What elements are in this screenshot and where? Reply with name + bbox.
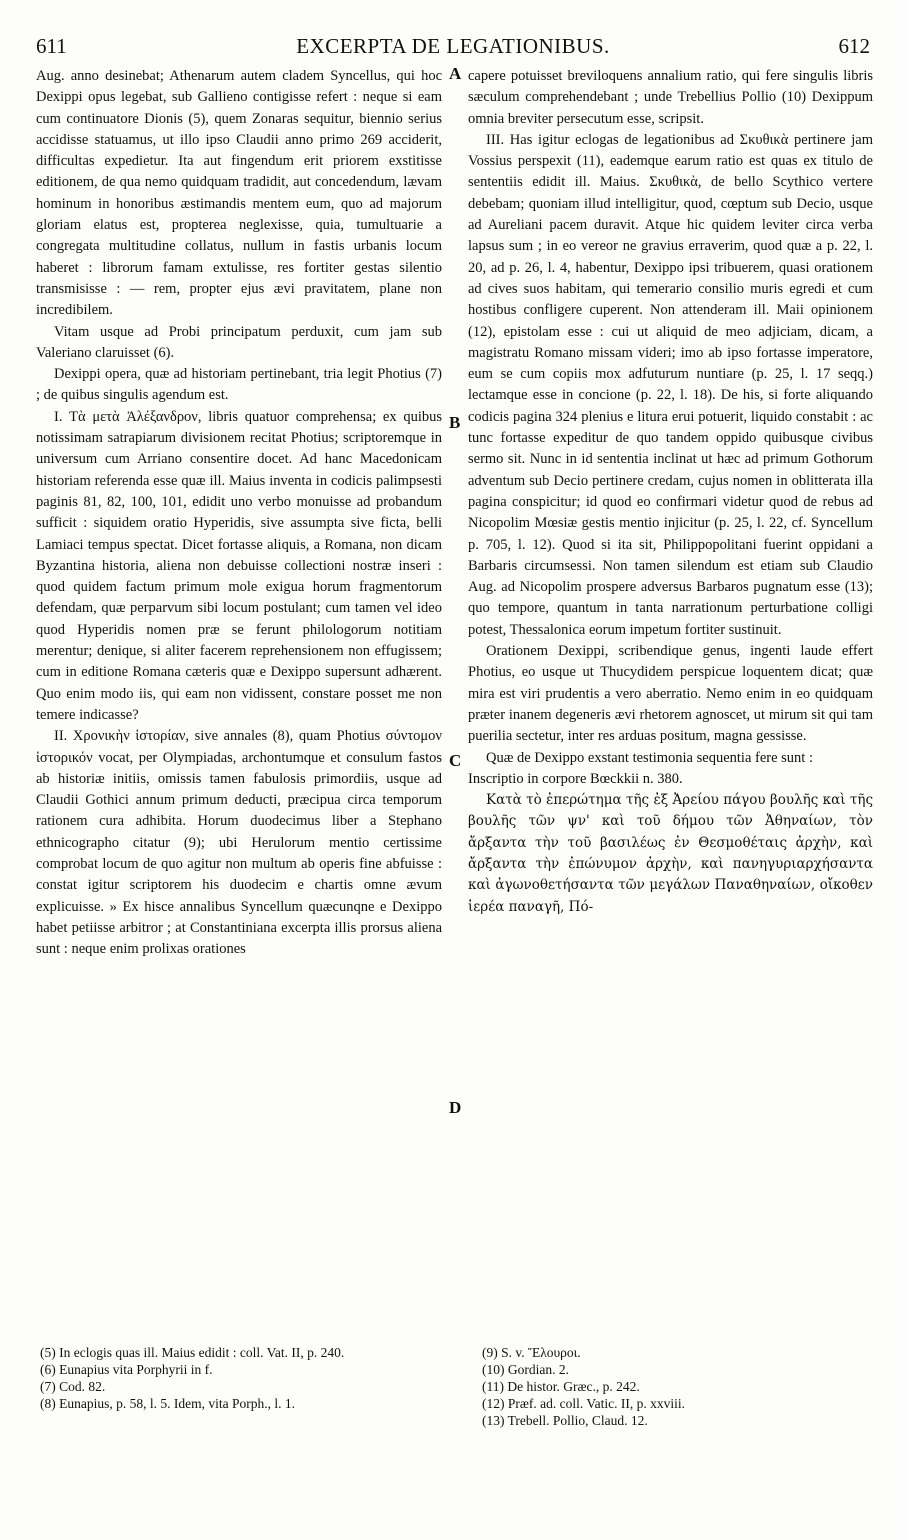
footnote: (8) Eunapius, p. 58, l. 5. Idem, vita Porph., l. 1. xyxy=(40,1396,295,1411)
page-number-right: 612 xyxy=(838,34,870,58)
paragraph: capere potuisset breviloquens annalium ratio, qui fere singulis libris sæculum comprehendebant ; unde Trebellius Pollio (10) Dexippum omnia breviter persecutum esse, scripsit. xyxy=(468,68,873,127)
page-number-left: 611 xyxy=(36,34,67,58)
paragraph: Aug. anno desinebat; Athenarum autem cladem Syncellus, qui hoc Dexippi opus legebat, sub Gallieno contigisse refert : neque si eam cum continuatore Dionis (5), quem Zonaras sequitur, biennio serius accidisse statuamus, ut illo ipso Claudii anno primo 269 acciderit, difficultas expedietur. Ita aut fingendum erit priorem exstitisse editionem, de qua nemo quidquam tradidit, aut concedendum, lævam hominum in honoribus æstimandis mentem eum, quo ad majorum gloriam elatus est, propterea neglexisse, quia, tumultuarie a congregata multitudine collatus, nullum in fastis urbanis locum haberet : librorum famam extulisse, res fortiter gestas silentio transmisisse : — rem, propter ejus ævi pravitatem, plane non incredibilem. xyxy=(36,68,442,319)
footnotes-left xyxy=(40,1344,440,1412)
footnote: (11) De histor. Græc., p. 242. xyxy=(482,1379,640,1394)
margin-letter-a: A xyxy=(449,64,462,83)
footnote: (5) In eclogis quas ill. Maius edidit : coll. Vat. II, p. 240. xyxy=(40,1345,345,1360)
right-column xyxy=(468,66,873,918)
footnote: (10) Gordian. 2. xyxy=(482,1362,569,1377)
paragraph: Κατὰ τὸ ἐπερώτημα τῆς ἐξ Ἀρείου πάγου βουλῆς καὶ τῆς βουλῆς τῶν ψν' καὶ τοῦ δήμου τῶν Ἀθηναίων, τὸν ἄρξαντα τὴν τοῦ βασιλέως ἐν Θεσμοθέταις ἀρχὴν, καὶ ἄρξαντα τὴν ἐπώνυμον ἀρχὴν, καὶ πανηγυριαρχήσαντα καὶ ἀγωνοθετήσαντα τῶν μεγάλων Παναθηναίων, οἴκοθεν ἱερέα παναγῆ, Πό- xyxy=(468,792,873,915)
paragraph: Orationem Dexippi, scribendique genus, ingenti laude effert Photius, eo usque ut Thucydidem perspicue loquentem dicat; quæ mira est viri prudentis a vero aberratio. Nemo enim in eo quidquam præter inanem degeneris ævi rhetorem agnoscet, ut mirum sit qui tam puerilia sectetur, inter res arduas positum, magna gessisse. xyxy=(468,643,873,745)
paragraph: II. Χρονικὴν ἱστορίαν, sive annales (8), quam Photius σύντομον ἱστορικόν vocat, per Olympiadas, archontumque et consulum fastos ab historiæ initiis, omissis tamen fabulosis primordiis, usque ad Claudii Gothici annum primum deducti, præcipua circa temporum rationem cura adhibita. Horum duodecimus liber a Stephano ethnicographo citatur (9); ubi Herulorum mentio certissime comprobat locum de quo agitur non multum ab operis fine abfuisse : constat igitur scriptorem his duodecim e chartis omne ævum explicuisse. » Ex hisce annalibus Syncellum quæcunqne e Dexippo habet petiisse arbitror ; at Constantiniana excerpta illis prorsus aliena sunt : neque enim prolixas orationes xyxy=(36,728,442,958)
footnote: (12) Præf. ad. coll. Vatic. II, p. xxviii. xyxy=(482,1396,685,1411)
left-column xyxy=(36,66,442,960)
footnote: (6) Eunapius vita Porphyrii in f. xyxy=(40,1362,213,1377)
margin-letter-c: C xyxy=(449,751,462,770)
footnotes-right xyxy=(482,1344,872,1429)
paragraph: III. Has igitur eclogas de legationibus ad Σκυθικὰ pertinere jam Vossius perspexit (11), eademque earum ratio est quas ex titulo de sententiis edidit ill. Maius. Σκυθικὰ, de bello Scythico vertere debebam; quoniam illud intelligitur, quod, cœptum sub Decio, usque ad Aureliani pacem duravit. Atque hic quidem leviter circa verba lapsus sum ; in eo vereor ne gravius erraverim, quod quæ a p. 22, l. 20, ad p. 26, l. 4, habentur, Dexippo ipsi tribuerem, quasi orationem ad cives suos habitam, qui temerario consilio muris egredi et cum hostibus confligere cuperent. Non attenderam ill. Maii opinionem (12), epistolam esse : cui ut aliquid de meo adjiciam, dicam, a magistratu Romano missam videri; imo ab ipso fortasse imperatore, eum se cum copiis mox adfuturum nuntiare (p. 25, l. 17 seqq.) lectamque esse in concione (p. 22, l. 18). De his, si forte aliquando codicis pagina 324 plenius e litura erui potuerit, liquido constabit : ac tunc fortasse expeditur de quo tandem oppido quibusque civibus sermo sit. Nunc in id sententia inclinat ut hæc ad primum Gothorum adventum sub Decio pertinere credam, cujus nomen in oblitterata illa pagina conspicitur; id quod eo confirmari videtur quod de rebus ad Nicopolim Mœsiæ gestis mentio injicitur (p. 25, l. 22, cf. Syncellum p. 705, l. 12). Quod si ita sit, Philippopolitani fuerint oppidani a Barbaris circumsessi. Non tamen silendum est etiam sub Claudio Aug. ad Nicopolim prospere adversus Barbaros pugnatum esse (13); quo tempore, quantum in tanta narrationum perturbatione colligi potest, Thessalonica eorum impetum fortiter sustinuit. xyxy=(468,131,873,638)
footnote: (9) S. v. Ἔλουροι. xyxy=(482,1345,581,1360)
margin-letter-b: B xyxy=(449,413,461,432)
page-header xyxy=(36,34,870,64)
footnote: (13) Trebell. Pollio, Claud. 12. xyxy=(482,1413,648,1428)
paragraph: Dexippi opera, quæ ad historiam pertinebant, tria legit Photius (7) ; de quibus singulis agendum est. xyxy=(36,366,442,404)
running-title: EXCERPTA DE LEGATIONIBUS. xyxy=(296,34,610,58)
footnote: (7) Cod. 82. xyxy=(40,1379,106,1394)
paragraph: I. Τὰ μετὰ Ἀλέξανδρον, libris quatuor comprehensa; ex quibus notissimam satrapiarum divisionem recitat Photius; scriptoremque in universum cum Arriano consentire docet. Ad hanc Macedonicam historiam referenda esse quæ ill. Maius inventa in codicis palimpsesti paginis 81, 82, 100, 101, edidit uno verbo monuisse ad probandum sufficit : siquidem oratio Hyperidis, sive assumpta sive ficta, belli Lamiaci tempus spectat. Dicet fortasse aliquis, a Romana, non dicam Byzantina historia, aliena non debuisse collectioni nostræ inseri : quod quidem factum primum mole exigua horum fragmentorum defendam, quæ perparvum sibi locum postulant; cum tamen vel ideo quod Hyperidis nomen præ se ferunt philologorum notitiam merentur; denique, si aliter facerem reprehensionem non effugissem; cum in editione Romana cæteris quæ e Dexippo supersunt adhærent. Quo enim modo iis, qui eam non vidissent, constare posset me non temere indicasse? xyxy=(36,408,442,723)
paragraph: Inscriptio in corpore Bœckkii n. 380. xyxy=(468,770,683,787)
paragraph: Quæ de Dexippo exstant testimonia sequentia fere sunt : xyxy=(486,749,813,766)
margin-letter-d: D xyxy=(449,1098,462,1117)
paragraph: Vitam usque ad Probi principatum perduxit, cum jam sub Valeriano claruisset (6). xyxy=(36,323,442,361)
